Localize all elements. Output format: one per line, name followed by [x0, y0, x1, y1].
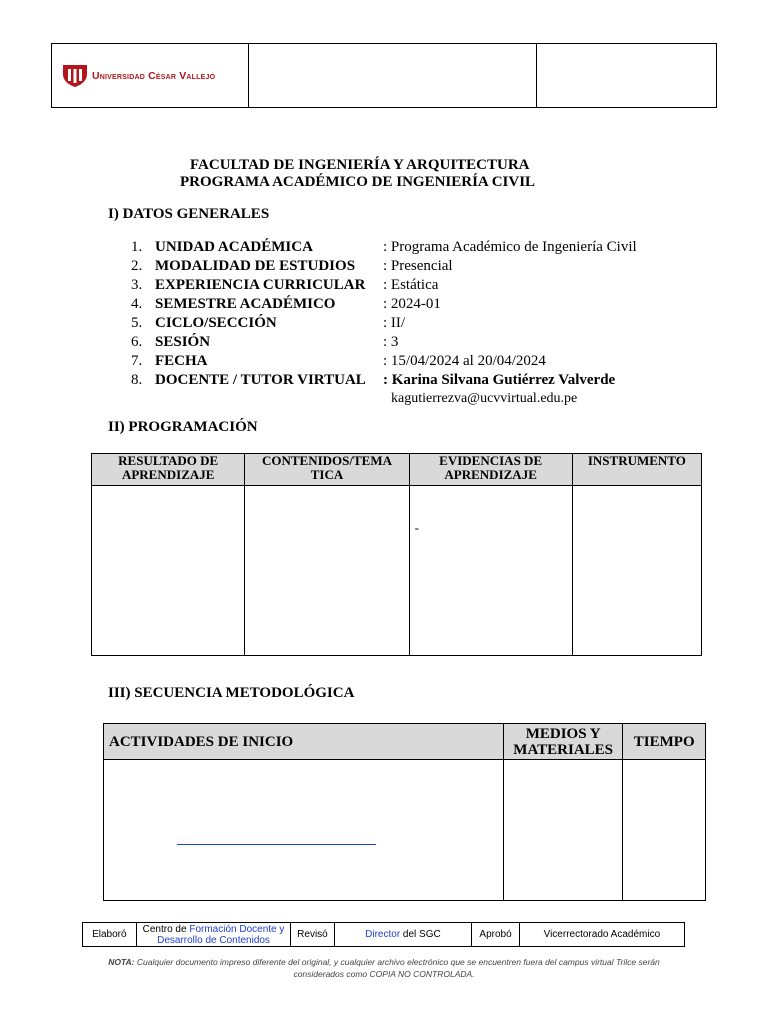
reviso-label: Revisó [291, 923, 334, 947]
aprobo-label: Aprobó [472, 923, 519, 947]
list-item: 5. CICLO/SECCIÓN : II/ [131, 315, 406, 331]
table-cell [92, 486, 245, 656]
reviso-value: Director del SGC [334, 923, 472, 947]
table-cell [623, 760, 706, 901]
table-cell [503, 760, 623, 901]
section-heading-datos-generales: I) DATOS GENERALES [108, 206, 270, 222]
column-header: RESULTADO DE APRENDIZAJE [92, 454, 245, 486]
list-item: 8. DOCENTE / TUTOR VIRTUAL : Karina Silvana Gutiérrez Valverde [131, 372, 616, 388]
hyperlink-underline[interactable] [177, 844, 376, 845]
column-header: TIEMPO [623, 724, 706, 760]
university-logo [62, 64, 215, 88]
table-cell [572, 486, 701, 656]
list-item: 7. FECHA : 15/04/2024 al 20/04/2024 [131, 353, 546, 369]
teacher-email: kagutierrezva@ucvvirtual.edu.pe [391, 391, 578, 406]
header-logo-cell [52, 44, 249, 107]
list-item: 2. MODALIDAD DE ESTUDIOS : Presencial [131, 258, 453, 274]
elaboro-label: Elaboró [83, 923, 137, 947]
faculty-title: FACULTAD DE INGENIERÍA Y ARQUITECTURA [190, 157, 530, 173]
table-cell: - [409, 486, 572, 656]
programming-table [91, 453, 702, 656]
elaboro-value: Centro de Formación Docente y Desarrollo de Contenidos [136, 923, 291, 947]
list-item: 4. SEMESTRE ACADÉMICO : 2024-01 [131, 296, 441, 312]
header-middle-cell [248, 44, 537, 107]
column-header: EVIDENCIAS DE APRENDIZAJE [409, 454, 572, 486]
document-header [51, 43, 717, 108]
column-header: ACTIVIDADES DE INICIO [104, 724, 504, 760]
approval-table [82, 922, 685, 947]
footer-note: NOTA: Cualquier documento impreso diferente del original, y cualquier archivo electrónico que se encuentren fuera del campus virtual Trilce serán considerados como COPIA NO CONTROLADA. [108, 957, 660, 979]
section-heading-programacion: II) PROGRAMACIÓN [108, 419, 258, 435]
table-cell [245, 486, 409, 656]
list-item: 3. EXPERIENCIA CURRICULAR : Estática [131, 277, 439, 293]
program-title: PROGRAMA ACADÉMICO DE INGENIERÍA CIVIL [180, 174, 536, 190]
list-item: 6. SESIÓN : 3 [131, 334, 399, 350]
logo-text: Universidad César Vallejo [92, 70, 216, 82]
column-header: INSTRUMENTO [572, 454, 701, 486]
methodology-table [103, 723, 706, 901]
table-cell [104, 760, 504, 901]
list-item: 1. UNIDAD ACADÉMICA : Programa Académico de Ingeniería Civil [131, 239, 637, 255]
column-header: CONTENIDOS/TEMA TICA [245, 454, 409, 486]
section-heading-secuencia: III) SECUENCIA METODOLÓGICA [108, 685, 355, 701]
ucv-shield-icon [62, 64, 88, 88]
aprobo-value: Vicerrectorado Académico [519, 923, 684, 947]
column-header: MEDIOS Y MATERIALES [503, 724, 623, 760]
